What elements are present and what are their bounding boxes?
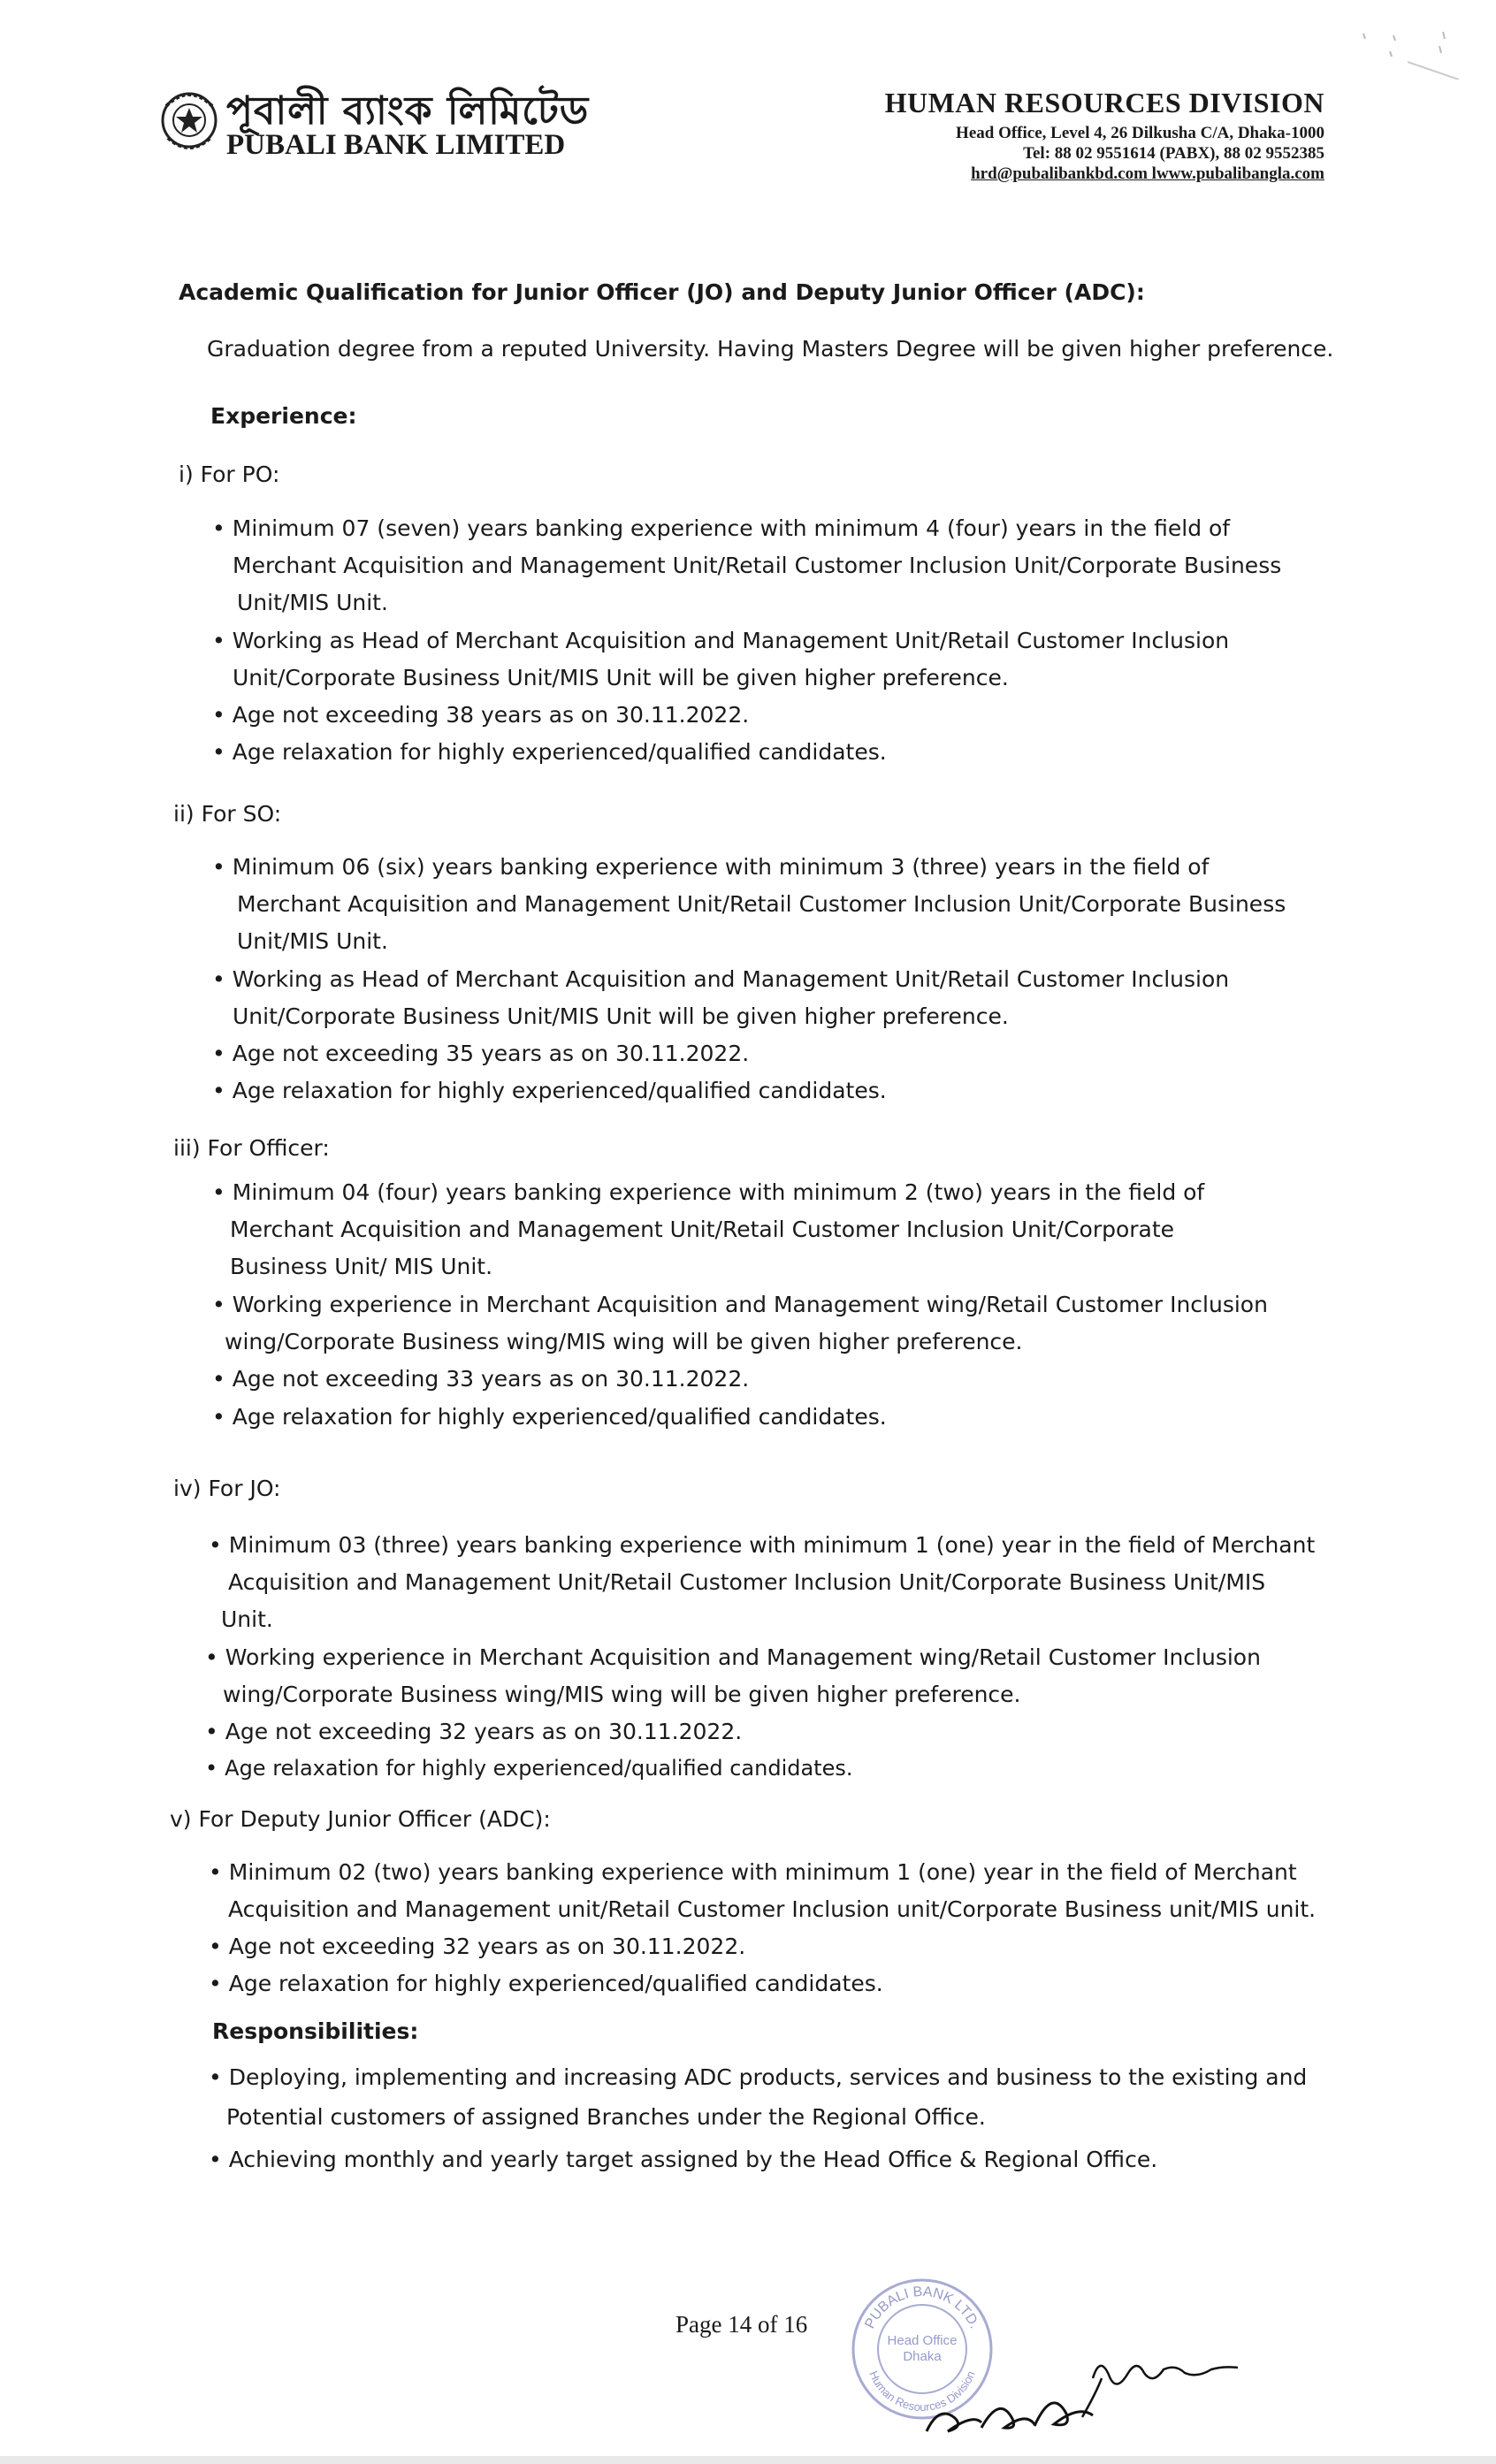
list-item: • Age not exceeding 35 years as on 30.11.2022. <box>212 1041 749 1066</box>
list-item-continuation: Unit/Corporate Business Unit/MIS Unit will be given higher preference. <box>233 1003 1009 1029</box>
contact-links[interactable]: hrd@pubalibankbd.com lwww.pubalibangla.com <box>971 164 1324 183</box>
page-number: Page 14 of 16 <box>675 2311 808 2338</box>
list-item-continuation: wing/Corporate Business wing/MIS wing will be given higher preference. <box>223 1682 1021 1707</box>
list-item-continuation: Merchant Acquisition and Management Unit/Retail Customer Inclusion Unit/Corporate Business <box>233 553 1282 578</box>
list-item: • Age relaxation for highly experienced/qualified candidates. <box>209 1971 883 1996</box>
bank-name-english: PUBALI BANK LIMITED <box>226 129 566 161</box>
list-item-continuation: Acquisition and Management unit/Retail Customer Inclusion unit/Corporate Business unit/MIS unit. <box>228 1896 1317 1922</box>
list-item-continuation: Potential customers of assigned Branches under the Regional Office. <box>226 2104 986 2130</box>
experience-heading: Experience: <box>210 403 357 429</box>
svg-text:PUBALI BANK LTD. <box>862 2285 981 2331</box>
list-item: • Working as Head of Merchant Acquisition and Management Unit/Retail Customer Inclusion <box>212 628 1229 653</box>
list-item: • Minimum 04 (four) years banking experience with minimum 2 (two) years in the field of <box>212 1179 1204 1205</box>
responsibilities-heading: Responsibilities: <box>212 2018 419 2044</box>
office-phone: Tel: 88 02 9551614 (PABX), 88 02 9552385 <box>1023 144 1324 163</box>
section-label-adc: v) For Deputy Junior Officer (ADC): <box>170 1806 551 1832</box>
stamp-center-line-1: Head Office <box>887 2333 958 2348</box>
list-item-continuation: Business Unit/ MIS Unit. <box>230 1254 493 1279</box>
list-item: • Working experience in Merchant Acquisition and Management wing/Retail Customer Inclusion <box>205 1644 1261 1670</box>
list-item: • Working experience in Merchant Acquisition and Management wing/Retail Customer Inclusion <box>212 1292 1268 1317</box>
list-item: • Age relaxation for highly experienced/qualified candidates. <box>212 1404 887 1430</box>
academic-heading: Academic Qualification for Junior Officer (JO) and Deputy Junior Officer (ADC): <box>179 279 1145 305</box>
list-item: • Minimum 03 (three) years banking experience with minimum 1 (one) year in the field of Merchant <box>209 1532 1315 1558</box>
division-title: HUMAN RESOURCES DIVISION <box>884 87 1324 118</box>
section-label-officer: iii) For Officer: <box>173 1135 330 1161</box>
stamp-text-bottom: Human Resources Division <box>866 2369 978 2414</box>
list-item: • Minimum 07 (seven) years banking experience with minimum 4 (four) years in the field of <box>212 515 1230 541</box>
stamp-text-top: PUBALI BANK LTD. <box>862 2284 982 2331</box>
list-item: • Achieving monthly and yearly target assigned by the Head Office & Regional Office. <box>209 2147 1157 2172</box>
list-item-continuation: Unit/Corporate Business Unit/MIS Unit will be given higher preference. <box>233 665 1009 690</box>
office-address: Head Office, Level 4, 26 Dilkusha C/A, Dhaka-1000 <box>956 124 1324 142</box>
list-item-continuation: wing/Corporate Business wing/MIS wing will be given higher preference. <box>225 1329 1023 1354</box>
signatures-icon <box>920 2343 1256 2440</box>
list-item: • Age not exceeding 33 years as on 30.11.2022. <box>212 1366 749 1392</box>
list-item: • Minimum 06 (six) years banking experience with minimum 3 (three) years in the field of <box>212 854 1209 880</box>
academic-text: Graduation degree from a reputed University. Having Masters Degree will be given higher preference. <box>207 336 1334 362</box>
list-item: • Age not exceeding 32 years as on 30.11.2022. <box>205 1719 742 1744</box>
list-item: • Minimum 02 (two) years banking experience with minimum 1 (one) year in the field of Merchant <box>209 1859 1297 1885</box>
bank-name-bangla: পূবালী ব্যাংক লিমিটেড <box>226 88 590 133</box>
list-item: • Deploying, implementing and increasing ADC products, services and business to the existing and <box>209 2064 1307 2090</box>
list-item-continuation: Merchant Acquisition and Management Unit/Retail Customer Inclusion Unit/Corporate <box>230 1217 1175 1242</box>
section-label-po: i) For PO: <box>179 462 280 487</box>
list-item: • Age relaxation for highly experienced/qualified candidates. <box>212 739 887 765</box>
list-item-continuation: Unit/MIS Unit. <box>237 928 388 954</box>
list-item-continuation: Acquisition and Management Unit/Retail Customer Inclusion Unit/Corporate Business Unit/MIS <box>228 1569 1266 1595</box>
list-item: • Age relaxation for highly experienced/qualified candidates. <box>205 1756 853 1781</box>
list-item-continuation: Unit. <box>221 1606 273 1632</box>
list-item: • Working as Head of Merchant Acquisition and Management Unit/Retail Customer Inclusion <box>212 966 1229 992</box>
stamp-center-line-2: Dhaka <box>903 2349 942 2364</box>
section-label-so: ii) For SO: <box>173 801 282 827</box>
scan-bottom-edge <box>0 2456 1496 2464</box>
list-item-continuation: Unit/MIS Unit. <box>237 590 388 615</box>
section-label-jo: iv) For JO: <box>173 1476 281 1501</box>
list-item: • Age not exceeding 38 years as on 30.11.2022. <box>212 702 749 728</box>
list-item-continuation: Merchant Acquisition and Management Unit/Retail Customer Inclusion Unit/Corporate Business <box>237 891 1286 917</box>
list-item: • Age not exceeding 32 years as on 30.11.2022. <box>209 1934 745 1959</box>
list-item: • Age relaxation for highly experienced/qualified candidates. <box>212 1078 887 1103</box>
